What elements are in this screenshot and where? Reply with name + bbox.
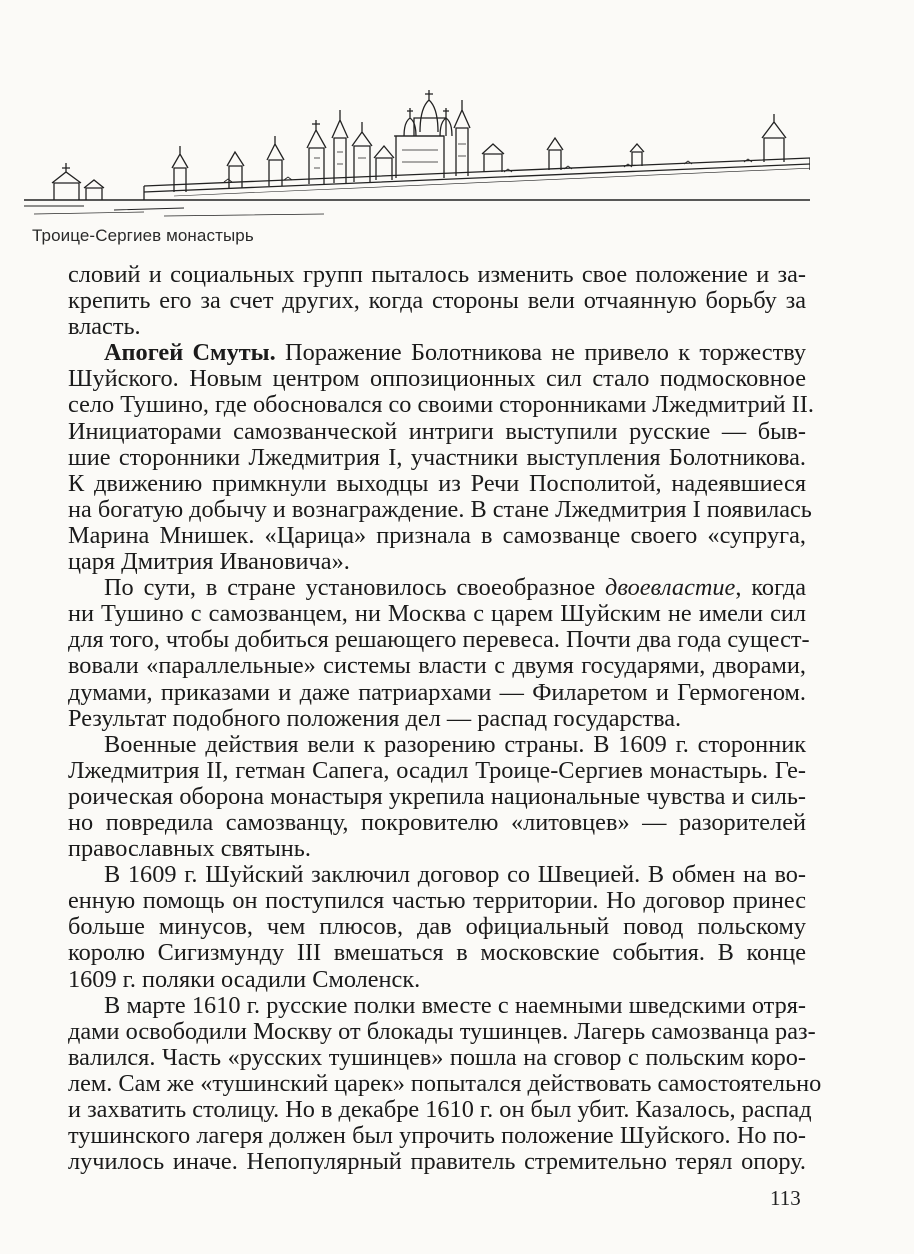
text-line: Лжедмитрия II, гетман Сапега, осадил Троице-Сергиев монастырь. Ге- xyxy=(68,756,806,784)
text-line: словий и социальных групп пыталось изменить свое положение и за- xyxy=(68,261,806,288)
text-line: 1609 г. поляки осадили Смоленск. xyxy=(68,965,421,993)
text-line: валился. Часть «русских тушинцев» пошла на сговор с польским коро- xyxy=(68,1043,806,1071)
text-line: В 1609 г. Шуйский заключил договор со Швецией. В обмен на во- xyxy=(104,861,806,889)
text-line: и захватить столицу. Но в декабре 1610 г. он был убит. Казалось, распад xyxy=(68,1096,812,1123)
text-line xyxy=(68,340,806,366)
text-line: для того, чтобы добиться решающего перевеса. Почти два года сущест- xyxy=(68,626,810,654)
text-line: царя Дмитрия Ивановича». xyxy=(68,548,350,576)
text-line: дами освободили Москву от блокады тушинцев. Лагерь самозванца раз- xyxy=(68,1017,816,1045)
text-line: В марте 1610 г. русские полки вместе с наемными шведскими отря- xyxy=(104,991,806,1019)
text-line: енную помощь он поступился частью территории. Но договор принес xyxy=(68,887,806,915)
text-line: село Тушино, где обосновался со своими сторонниками Лжедмитрий II. xyxy=(68,391,814,419)
text-line: на богатую добычу и вознаграждение. В стане Лжедмитрия I появилась xyxy=(68,495,812,523)
text-line: вовали «параллельные» системы власти с двумя государями, дворами, xyxy=(68,652,806,680)
emphasized-term: двоевластие xyxy=(605,574,736,602)
text-line: власть. xyxy=(68,313,141,341)
text-fragment: , когда xyxy=(735,574,806,602)
text-line: тушинского лагеря должен был упрочить положение Шуйского. Но по- xyxy=(68,1122,806,1150)
monastery-illustration xyxy=(24,88,810,220)
text-line: шие сторонники Лжедмитрия I, участники выступления Болотникова. xyxy=(68,443,806,471)
text-line: Инициаторами самозванческой интриги выступили русские — быв- xyxy=(68,417,806,445)
text-line: лучилось иначе. Непопулярный правитель стремительно терял опору. xyxy=(68,1148,806,1176)
paragraph-1 xyxy=(68,262,806,340)
text-fragment: Поражение Болотникова не привело к торжеству xyxy=(275,339,806,367)
text-line: королю Сигизмунду III вмешаться в московские события. В конце xyxy=(68,939,806,967)
text-line: но повредила самозванцу, покровителю «литовцев» — разорителей xyxy=(68,808,806,836)
kremlin-engraving-icon xyxy=(24,88,810,220)
text-line: Марина Мнишек. «Царица» признала в самозванце своего «супруга, xyxy=(68,521,806,549)
section-heading: Апогей Смуты. xyxy=(104,339,276,367)
text-line: лем. Сам же «тушинский царек» попытался действовать самостоятельно xyxy=(68,1069,822,1097)
text-line xyxy=(68,575,806,601)
text-line: роическая оборона монастыря укрепила национальные чувства и силь- xyxy=(68,782,806,810)
illustration-caption: Троице-Сергиев монастырь xyxy=(32,226,254,245)
text-line: ни Тушино с самозванцем, ни Москва с царем Шуйским не имели сил xyxy=(68,600,806,628)
page-number: 113 xyxy=(770,1186,801,1210)
body-text xyxy=(68,261,822,1176)
text-line: православных святынь. xyxy=(68,835,311,863)
paragraph-2 xyxy=(68,339,814,576)
text-line: К движению примкнули выходцы из Речи Посполитой, надеявшиеся xyxy=(68,469,806,497)
text-line: Военные действия вели к разорению страны. В 1609 г. сторонник xyxy=(104,730,806,758)
paragraph-6 xyxy=(68,991,822,1176)
paragraph-5 xyxy=(68,862,806,992)
paragraph-4 xyxy=(68,732,806,862)
text-line: думами, приказами и даже патриархами — Филаретом и Гермогеном. xyxy=(68,678,806,706)
paragraph-3 xyxy=(68,574,810,732)
text-line: крепить его за счет других, когда стороны вели отчаянную борьбу за xyxy=(68,287,806,315)
text-line: больше минусов, чем плюсов, дав официальный повод польскому xyxy=(68,913,806,941)
text-line: Результат подобного положения дел — распад государства. xyxy=(68,704,682,732)
text-line: Шуйского. Новым центром оппозиционных сил стало подмосковное xyxy=(68,365,806,393)
text-fragment: По сути, в стране установилось своеобразное xyxy=(104,574,606,602)
